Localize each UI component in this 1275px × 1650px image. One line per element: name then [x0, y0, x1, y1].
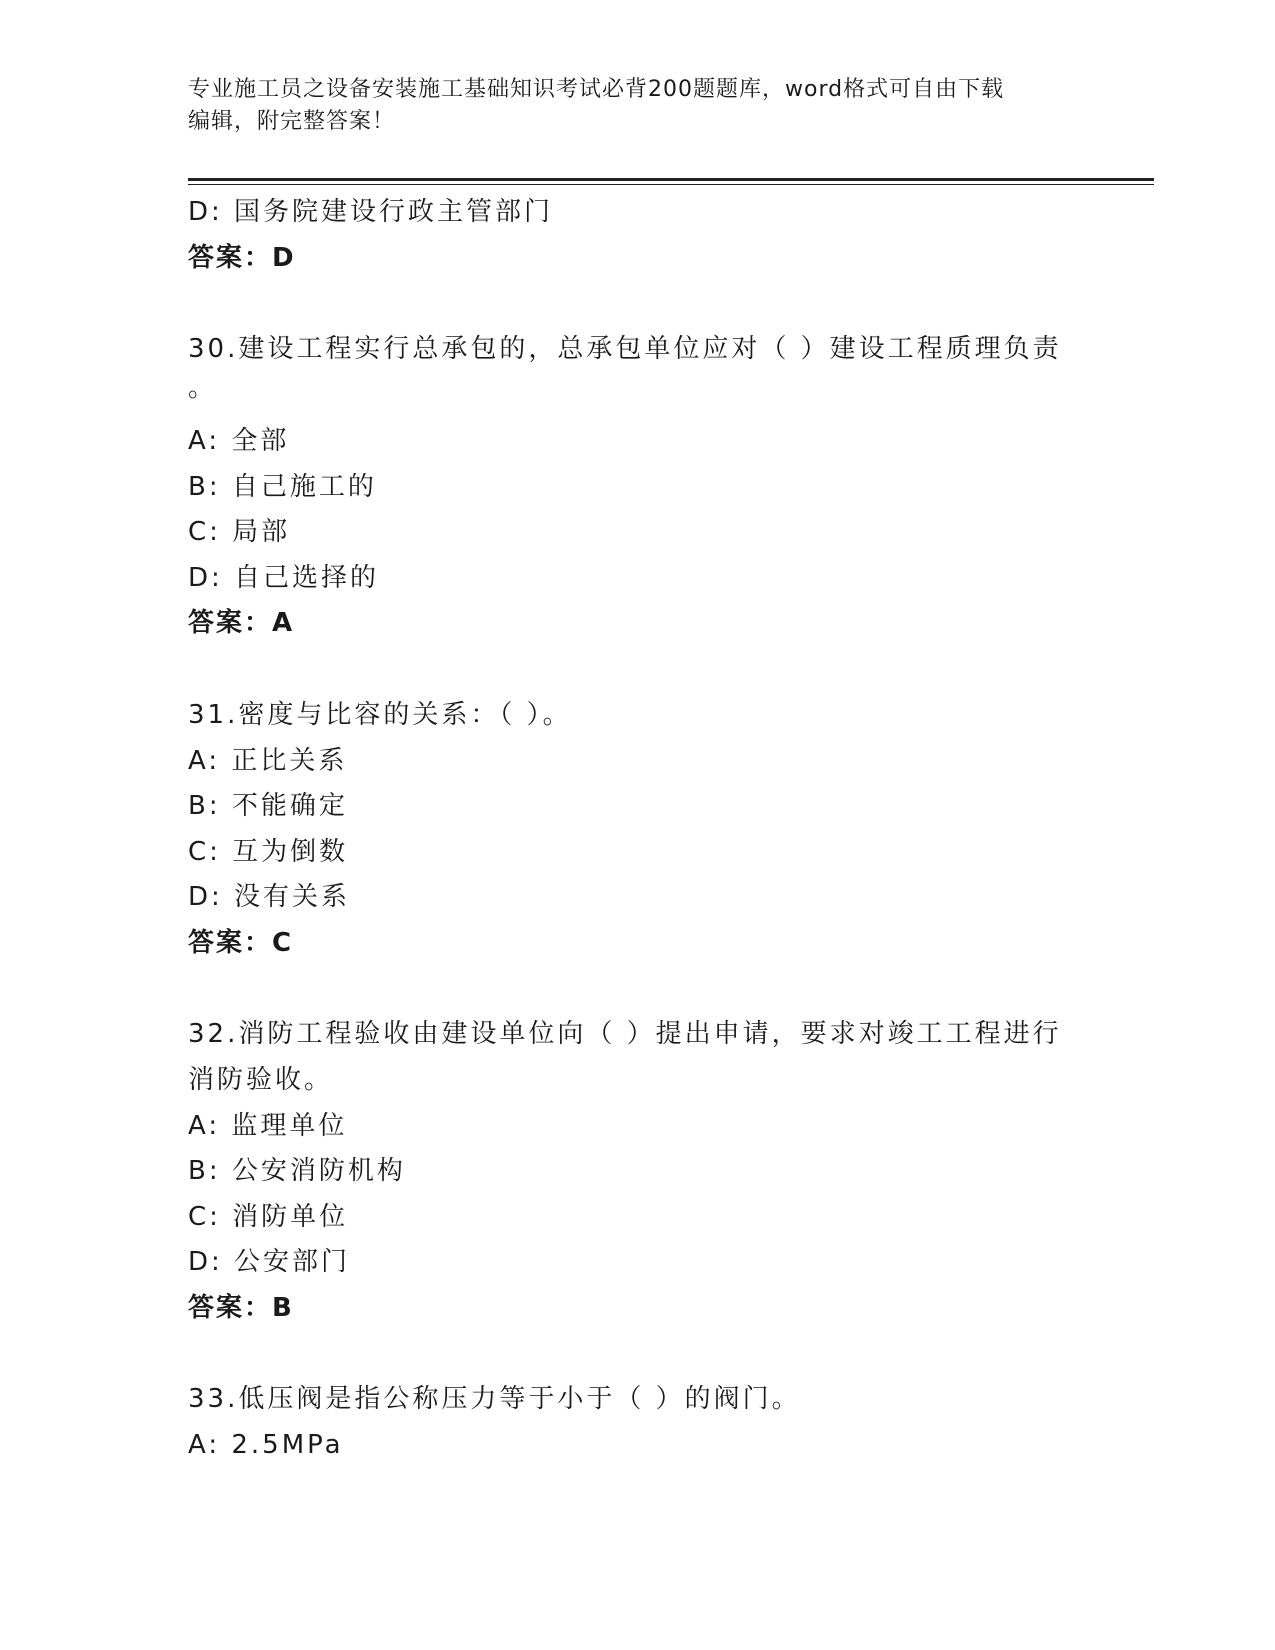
question-stem: 33.低压阀是指公称压力等于小于（ ）的阀门。 — [188, 1384, 801, 1414]
option-d: D: 自己选择的 — [188, 562, 380, 593]
option-d: D: 没有关系 — [188, 882, 351, 912]
option-a: A: 正比关系 — [188, 745, 348, 776]
answer: 答案：A — [188, 608, 295, 638]
header-title-line-1: 专业施工员之设备安装施工基础知识考试必背200题题库，word格式可自由下载 — [188, 77, 1005, 102]
prev-option-d: D: 国务院建设行政主管部门 — [188, 197, 554, 227]
option-b: B: 自己施工的 — [188, 471, 377, 502]
option-b: B: 公安消防机构 — [188, 1156, 406, 1186]
option-b: B: 不能确定 — [188, 791, 348, 821]
option-c: C: 互为倒数 — [188, 836, 349, 867]
question-list — [188, 190, 1088, 1469]
answer: 答案：B — [188, 1292, 294, 1323]
header-title-line-2: 编辑，附完整答案！ — [188, 109, 396, 134]
answer: 答案：C — [188, 927, 294, 958]
question-stem-continuation: 消防验收。 — [188, 1065, 334, 1095]
header-divider-thin — [188, 184, 1154, 185]
header-divider-thick — [188, 178, 1154, 181]
question-stem: 31.密度与比容的关系：（ ）。 — [188, 699, 572, 730]
option-c: C: 局部 — [188, 517, 291, 547]
question-stem: 32.消防工程验收由建设单位向（ ）提出申请，要求对竣工工程进行 — [188, 1019, 1062, 1049]
option-a: A: 2.5MPa — [188, 1430, 344, 1460]
option-a: A: 监理单位 — [188, 1110, 348, 1141]
option-d: D: 公安部门 — [188, 1247, 351, 1277]
question-stem: 30.建设工程实行总承包的，总承包单位应对（ ）建设工程质理负责 — [188, 334, 1062, 364]
prev-answer: 答案：D — [188, 242, 296, 273]
option-a: A: 全部 — [188, 426, 290, 456]
option-c: C: 消防单位 — [188, 1201, 349, 1232]
question-stem-continuation: 。 — [188, 373, 218, 403]
document-header — [188, 74, 1068, 138]
